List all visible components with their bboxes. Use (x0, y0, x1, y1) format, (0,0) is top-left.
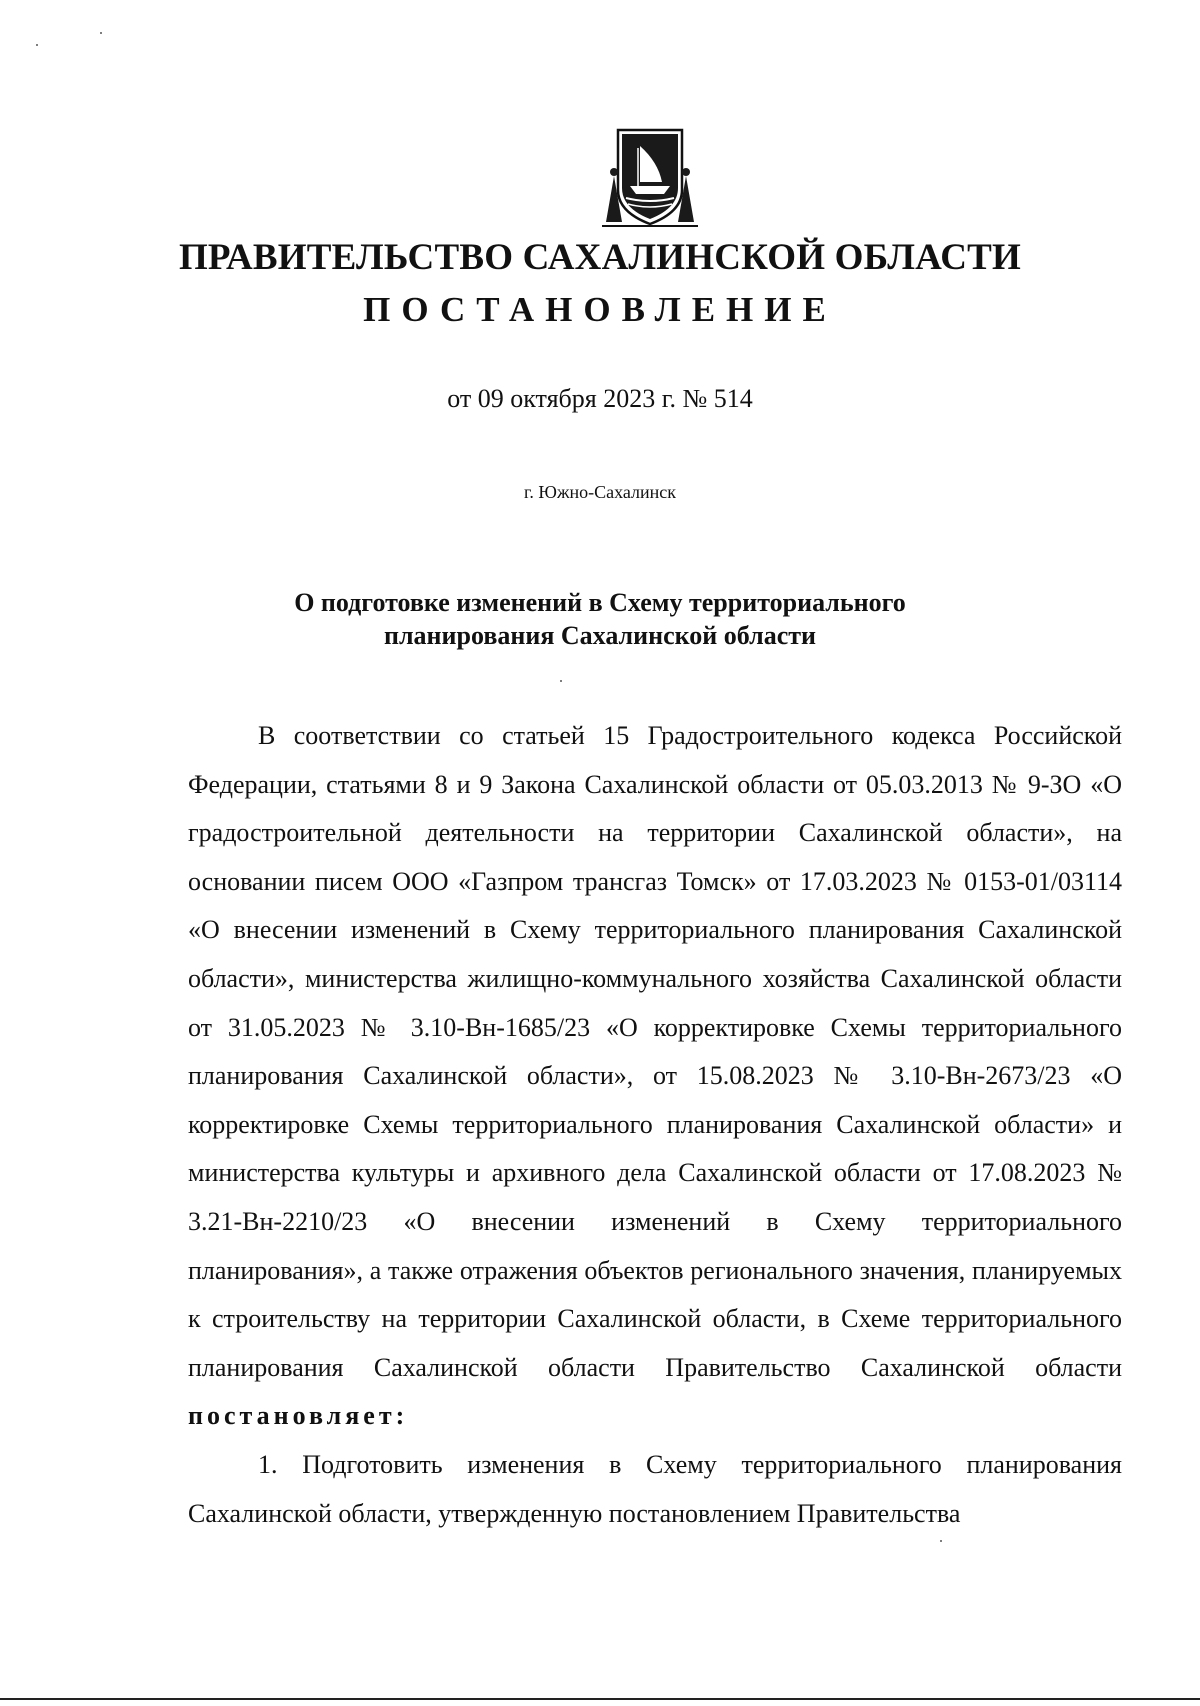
body-paragraph-1 (188, 712, 1122, 1441)
coat-of-arms-emblem (600, 124, 700, 234)
document-type: ПОСТАНОВЛЕНИЕ (363, 290, 837, 329)
subject-line-1: О подготовке изменений в Схему территориального (294, 588, 906, 617)
subject-line-2: планирования Сахалинской области (383, 621, 816, 650)
scan-speck (940, 1540, 942, 1542)
scan-bottom-edge (0, 1698, 1200, 1700)
scan-speck (560, 680, 562, 682)
document-city: г. Южно-Сахалинск (523, 482, 677, 502)
document-subject (0, 586, 1200, 652)
document-date-number: от 09 октября 2023 г. № 514 (447, 384, 753, 413)
body-paragraph-1-text: В соответствии со статьей 15 Градостроительного кодекса Российской Федерации, статьями 8 и 9 Закона Сахалинской области от 05.03.2013 № 9-ЗО «О градостроительной деятельности на территории Сахалинской области», на основании писем ООО «Газпром трансгаз Томск» от 17.03.2023 № 0153-01/03114 «О внесении изменений в Схему территориального планирования Сахалинской области», министерства жилищно-коммунального хозяйства Сахалинской области от 31.05.2023 № 3.10-Вн-1685/23 «О корректировке Схемы территориального планирования Сахалинской области», от 15.08.2023 № 3.10-Вн-2673/23 «О корректировке Схемы территориального планирования Сахалинской области» и министерства культуры и архивного дела Сахалинской области от 17.08.2023 № 3.21-Вн-2210/23 «О внесении изменений в Схему территориального планирования», а также отражения объектов регионального значения, планируемых к строительству на территории Сахалинской области, в Схеме территориального планирования Сахалинской области Правительство Сахалинской области (188, 721, 1122, 1382)
body-paragraph-2: 1. Подготовить изменения в Схему территориального планирования Сахалинской области, утвержденную постановлением Правительства (188, 1449, 1122, 1528)
document-body (188, 712, 1122, 1538)
resolves-word: постановляет: (188, 1401, 409, 1431)
government-title: ПРАВИТЕЛЬСТВО САХАЛИНСКОЙ ОБЛАСТИ (178, 237, 1022, 278)
scan-speck (100, 32, 102, 34)
scan-speck (36, 44, 38, 46)
